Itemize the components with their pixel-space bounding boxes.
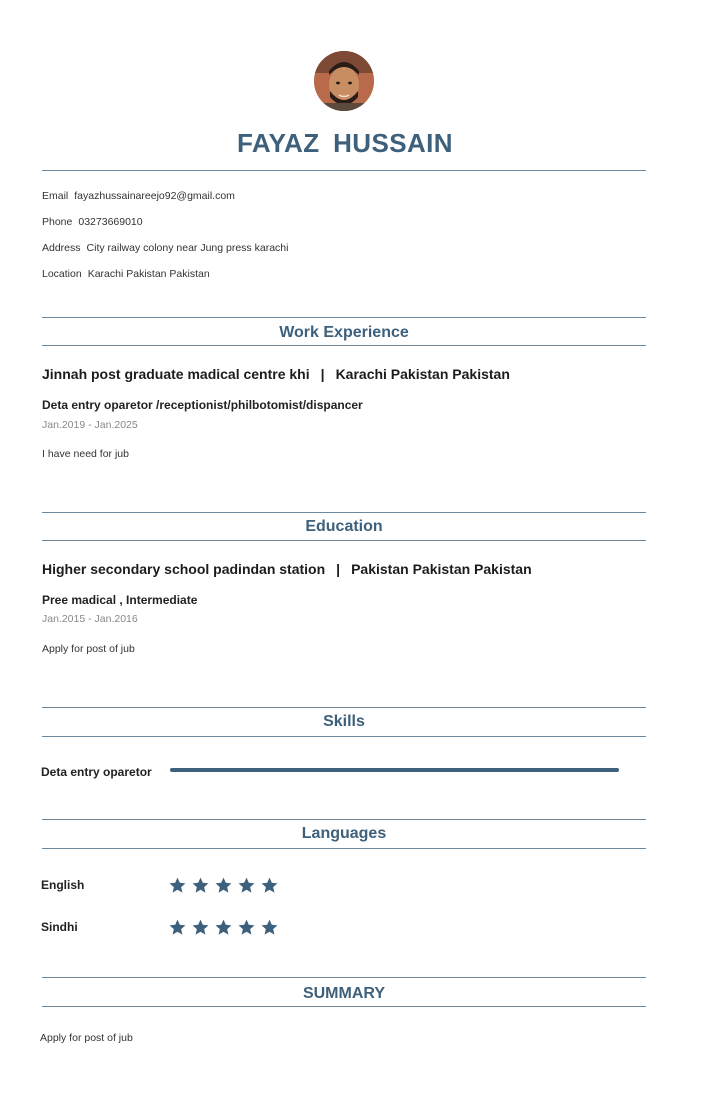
education-role: Pree madical , Intermediate [42, 593, 198, 607]
work-organization: Jinnah post graduate madical centre khi [42, 366, 310, 382]
heading-separator: | [320, 366, 325, 382]
summary-text: Apply for post of jub [40, 1032, 133, 1044]
work-role: Deta entry oparetor /receptionist/philbotomist/dispancer [42, 398, 363, 412]
education-entry-heading [42, 561, 532, 577]
language-name-sindhi: Sindhi [41, 920, 78, 934]
header-divider [42, 170, 646, 171]
work-divider-top [42, 317, 646, 318]
star-icon [260, 918, 279, 937]
summary-divider-bottom [42, 1006, 646, 1007]
languages-divider-top [42, 819, 646, 820]
summary-title: SUMMARY [302, 985, 386, 1002]
contact-label: Location [42, 268, 82, 280]
work-entry-heading [42, 366, 510, 382]
star-icon [237, 876, 256, 895]
skills-divider-top [42, 707, 646, 708]
profile-photo-icon [314, 51, 374, 111]
education-title: Education [305, 518, 383, 535]
star-icon [214, 918, 233, 937]
education-place: Pakistan Pakistan Pakistan [351, 561, 532, 577]
phone-value: 03273669010 [78, 216, 143, 228]
work-place: Karachi Pakistan Pakistan [335, 366, 510, 382]
contact-label: Address [42, 242, 81, 254]
avatar [314, 51, 374, 111]
candidate-name: FAYAZ HUSSAIN [237, 128, 453, 158]
contact-email [42, 190, 235, 202]
contact-address [42, 242, 288, 254]
education-divider-bottom [42, 540, 646, 541]
work-dates: Jan.2019 - Jan.2025 [42, 419, 138, 431]
education-dates: Jan.2015 - Jan.2016 [42, 613, 138, 625]
work-divider-bottom [42, 345, 646, 346]
languages-title: Languages [301, 825, 387, 842]
languages-divider-bottom [42, 848, 646, 849]
work-experience-title: Work Experience [279, 324, 409, 341]
contact-label: Phone [42, 216, 73, 228]
education-organization: Higher secondary school padindan station [42, 561, 326, 577]
education-description: Apply for post of jub [42, 643, 135, 655]
language-rating-english [168, 876, 279, 895]
heading-separator: | [336, 561, 341, 577]
work-description: I have need for jub [42, 448, 129, 460]
language-name-english: English [41, 878, 85, 892]
email-value: fayazhussainareejo92@gmail.com [74, 190, 235, 202]
skill-name: Deta entry oparetor [41, 765, 152, 779]
skills-divider-bottom [42, 736, 646, 737]
star-icon [191, 918, 210, 937]
skill-level-bar [170, 768, 619, 772]
contact-location [42, 268, 210, 280]
summary-divider-top [42, 977, 646, 978]
contact-label: Email [42, 190, 69, 202]
location-value: Karachi Pakistan Pakistan [87, 268, 210, 280]
star-icon [237, 918, 256, 937]
star-icon [214, 876, 233, 895]
star-icon [168, 918, 187, 937]
language-rating-sindhi [168, 918, 279, 937]
address-value: City railway colony near Jung press karachi [86, 242, 289, 254]
star-icon [260, 876, 279, 895]
contact-phone [42, 216, 143, 228]
star-icon [168, 876, 187, 895]
star-icon [191, 876, 210, 895]
education-divider-top [42, 512, 646, 513]
skills-title: Skills [323, 713, 365, 730]
